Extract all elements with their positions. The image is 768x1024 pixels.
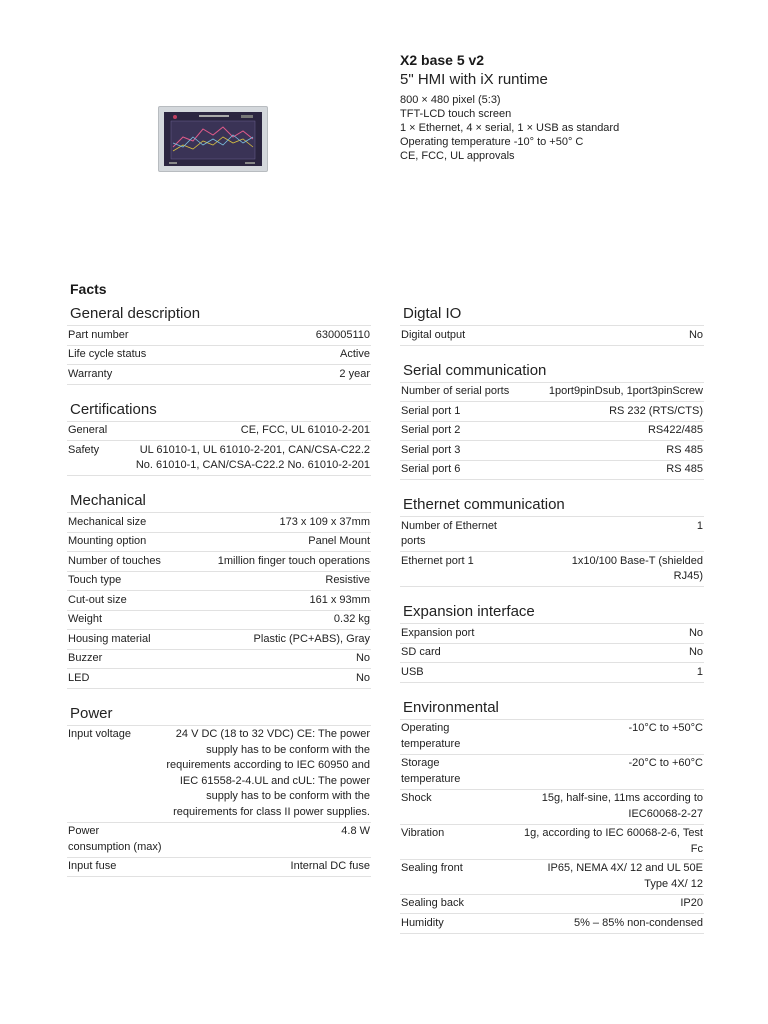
row-value: Panel Mount <box>308 535 370 547</box>
row-label: Storage temperature <box>401 757 461 785</box>
section-environmental <box>400 695 704 934</box>
table-row <box>400 825 704 860</box>
table-row <box>400 720 704 755</box>
facts-table <box>400 325 704 346</box>
product-header <box>400 52 740 163</box>
row-value: No <box>688 646 703 658</box>
table-row <box>67 669 371 689</box>
section-power <box>67 701 371 878</box>
product-title: X2 base 5 v2 <box>400 52 485 68</box>
row-value: No <box>355 671 370 684</box>
row-label: Number of serial ports <box>401 385 510 397</box>
row-label: Life cycle status <box>68 348 147 360</box>
facts-heading: Facts <box>70 281 107 297</box>
table-row <box>67 513 371 533</box>
row-label: Serial port 3 <box>401 443 461 456</box>
facts-table <box>67 725 371 878</box>
section-certifications <box>67 397 371 477</box>
table-row <box>400 383 704 403</box>
row-label: USB <box>401 665 424 678</box>
row-label: Vibration <box>401 827 445 839</box>
row-value: -20°C to +60°C <box>628 757 703 769</box>
table-row <box>67 611 371 631</box>
row-value: 1 <box>696 519 703 532</box>
product-spec: TFT-LCD touch screen <box>400 108 512 120</box>
table-row <box>67 365 371 385</box>
row-label: Ethernet port 1 <box>401 554 474 567</box>
table-row <box>400 644 704 664</box>
table-row <box>400 663 704 683</box>
section-title: Expansion interface <box>403 603 535 620</box>
row-value: 1million finger touch operations <box>217 554 370 567</box>
table-row <box>400 755 704 790</box>
row-value: 24 V DC (18 to 32 VDC) CE: The power supply has to be conform with the requirements according to IEC 60950 and IEC 61558-2-4.UL and cUL: The power supply has to be conform with the requirements for class II power supplies. <box>166 728 370 818</box>
table-row <box>67 326 371 346</box>
row-label: Input voltage <box>68 728 131 740</box>
row-label: Weight <box>68 613 103 625</box>
row-value: No <box>355 652 370 664</box>
table-row <box>67 726 371 823</box>
row-value: UL 61010-1, UL 61010-2-201, CAN/CSA-C22.2 No. 61010-1, CAN/CSA-C22.2 No. 61010-2-201 <box>135 443 370 471</box>
product-image <box>158 106 268 172</box>
product-spec: CE, FCC, UL approvals <box>400 150 515 162</box>
table-row <box>400 402 704 422</box>
facts-table <box>400 516 704 587</box>
row-label: Serial port 1 <box>401 404 461 417</box>
row-value: No <box>688 626 703 639</box>
row-label: Mechanical size <box>68 515 147 528</box>
section-title: General description <box>70 305 201 322</box>
table-row <box>400 895 704 915</box>
section-mechanical <box>67 488 371 689</box>
row-label: Buzzer <box>68 652 103 664</box>
table-row <box>67 630 371 650</box>
row-value: 15g, half-sine, 11ms according to IEC60068-2-27 <box>541 792 703 820</box>
table-row <box>67 441 371 476</box>
row-value: 161 x 93mm <box>309 593 370 606</box>
left-column <box>67 301 371 877</box>
row-value: Internal DC fuse <box>290 860 370 872</box>
table-row <box>400 624 704 644</box>
row-value: Plastic (PC+ABS), Gray <box>253 632 370 645</box>
row-value: 630005110 <box>315 328 370 341</box>
row-label: Housing material <box>68 632 151 645</box>
row-value: 1x10/100 Base-T (shielded RJ45) <box>571 554 703 582</box>
section-serial <box>400 358 704 481</box>
row-value: 1g, according to IEC 60068-2-6, Test Fc <box>524 827 703 855</box>
row-label: LED <box>68 671 90 684</box>
table-row <box>400 422 704 442</box>
row-label: Input fuse <box>68 860 117 872</box>
row-label: Number of touches <box>68 554 161 567</box>
row-label: Sealing front <box>401 862 463 874</box>
row-value: RS 232 (RTS/CTS) <box>609 404 703 417</box>
row-label: Number of Ethernet ports <box>401 519 497 547</box>
product-spec: Operating temperature -10° to +50° C <box>400 136 584 148</box>
row-label: Shock <box>401 792 432 804</box>
row-label: Operating temperature <box>401 722 461 750</box>
facts-table <box>400 623 704 683</box>
row-value: 1port9pinDsub, 1port3pinScrew <box>548 385 703 397</box>
table-row <box>400 914 704 934</box>
product-spec: 800 × 480 pixel (5:3) <box>400 94 501 106</box>
row-value: Active <box>340 348 370 360</box>
row-label: Mounting option <box>68 535 147 547</box>
facts-table <box>67 421 371 477</box>
facts-table <box>67 325 371 385</box>
section-title: Certifications <box>70 400 157 418</box>
row-value: 4.8 W <box>341 825 370 837</box>
table-row <box>400 326 704 346</box>
row-label: Safety <box>68 443 100 456</box>
row-value: -10°C to +50°C <box>628 722 703 734</box>
section-title: Power <box>70 704 113 722</box>
facts-table <box>400 719 704 934</box>
section-title: Serial communication <box>403 361 547 379</box>
row-label: Serial port 6 <box>401 463 461 475</box>
section-title: Mechanical <box>70 492 146 509</box>
row-value: Resistive <box>325 574 370 586</box>
product-spec: 1 × Ethernet, 4 × serial, 1 × USB as standard <box>400 122 620 134</box>
section-title: Ethernet communication <box>403 496 565 513</box>
hmi-trend-graphic <box>159 107 267 171</box>
row-label: Serial port 2 <box>401 424 461 436</box>
row-value: CE, FCC, UL 61010-2-201 <box>240 424 370 436</box>
table-row <box>67 346 371 366</box>
row-value: RS 485 <box>666 443 703 456</box>
row-value: RS 485 <box>666 463 703 475</box>
row-value: 2 year <box>339 367 370 380</box>
section-expansion <box>400 599 704 683</box>
row-label: Expansion port <box>401 626 475 639</box>
row-label: Digital output <box>401 328 466 341</box>
table-row <box>67 552 371 572</box>
table-row <box>67 533 371 553</box>
table-row <box>67 422 371 442</box>
row-value: 0.32 kg <box>333 613 370 625</box>
row-value: RS422/485 <box>647 424 703 436</box>
section-title: Digtal IO <box>403 305 462 322</box>
table-row <box>400 517 704 552</box>
row-label: Cut-out size <box>68 593 127 606</box>
product-subtitle: 5" HMI with iX runtime <box>400 71 548 88</box>
row-label: SD card <box>401 646 441 658</box>
row-label: Part number <box>68 328 129 341</box>
section-general <box>67 301 371 385</box>
row-value: 1 <box>696 665 703 678</box>
table-row <box>67 823 371 858</box>
row-value: 5% – 85% non-condensed <box>573 916 703 929</box>
row-value: No <box>688 328 703 341</box>
table-row <box>67 591 371 611</box>
row-label: General <box>68 424 108 436</box>
row-label: Humidity <box>401 916 444 929</box>
right-column <box>400 301 704 934</box>
facts-table <box>400 382 704 481</box>
row-value: 173 x 109 x 37mm <box>279 515 370 528</box>
table-row <box>400 860 704 895</box>
row-label: Warranty <box>68 367 113 380</box>
section-ethernet <box>400 492 704 587</box>
facts-table <box>67 512 371 689</box>
section-digital-io <box>400 301 704 346</box>
row-label: Sealing back <box>401 897 464 909</box>
table-row <box>400 441 704 461</box>
row-value: IP65, NEMA 4X/ 12 and UL 50E Type 4X/ 12 <box>547 862 703 890</box>
table-row <box>67 650 371 670</box>
table-row <box>400 790 704 825</box>
table-row <box>67 572 371 592</box>
row-label: Touch type <box>68 574 122 586</box>
table-row <box>67 858 371 878</box>
section-title: Environmental <box>403 698 499 716</box>
table-row <box>400 552 704 587</box>
table-row <box>400 461 704 481</box>
row-value: IP20 <box>680 897 703 909</box>
row-label: Power consumption (max) <box>68 825 162 853</box>
